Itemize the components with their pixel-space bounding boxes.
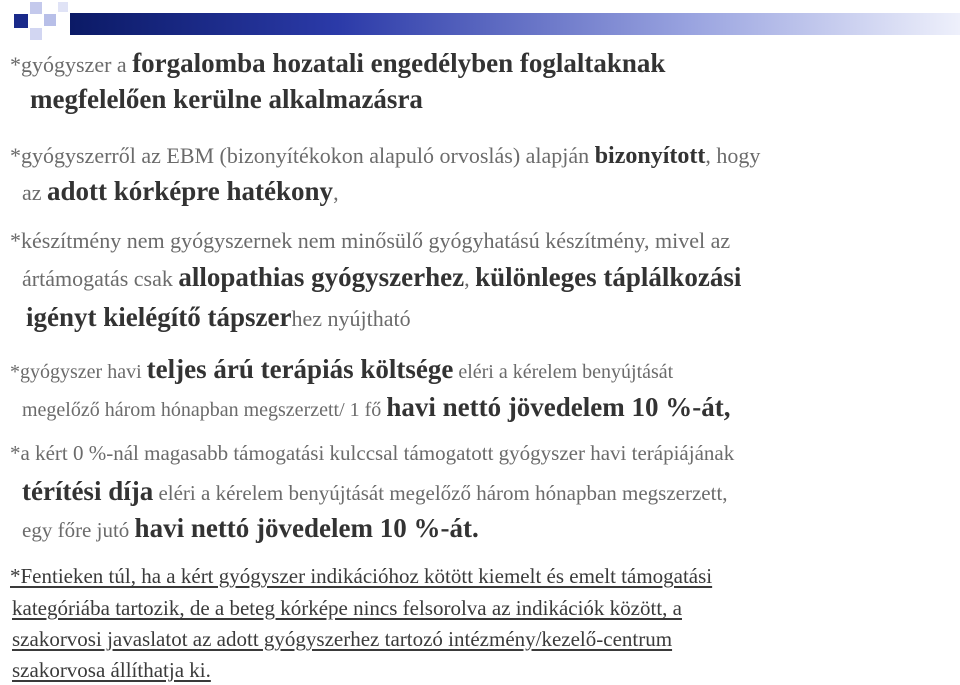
p4-text: *gyógyszer havi xyxy=(10,361,147,383)
p6-line4 xyxy=(12,660,211,681)
p1-emphasis-2: megfelelően kerülne alkalmazásra xyxy=(30,84,423,114)
p6-line3 xyxy=(12,629,672,650)
p6-line2 xyxy=(12,598,682,619)
p5-text-2: eléri a kérelem benyújtását megelőző három hónapban megszerzett, xyxy=(153,481,728,505)
p2-line2 xyxy=(22,178,339,205)
p6-text: *Fentieken túl, ha a kért gyógyszer indikációhoz kötött kiemelt és emelt támogatási xyxy=(10,564,713,588)
p3-line1 xyxy=(10,230,730,252)
p5-emphasis-2: havi nettó jövedelem 10 %-át. xyxy=(134,513,479,543)
p2-emphasis-2: adott kórképre hatékony xyxy=(47,176,334,206)
p6-line1 xyxy=(10,566,712,587)
p3-line3 xyxy=(26,304,411,331)
p3-text-3: , xyxy=(464,266,476,291)
p6-text-2: kategóriába tartozik, de a beteg kórképe nincs felsorolva az indikációk között, a xyxy=(12,596,682,620)
p1-line2 xyxy=(30,86,423,113)
p2-text-3: az xyxy=(22,180,48,205)
p3-emphasis: allopathias gyógyszerhez xyxy=(178,262,465,292)
p3-emphasis-2: különleges táplálkozási xyxy=(475,262,742,292)
p1-line1 xyxy=(10,50,665,77)
p2-text: *gyógyszerről az EBM (bizonyítékokon alapuló orvoslás) alapján xyxy=(10,143,595,168)
p5-line1 xyxy=(10,443,734,464)
p2-line1 xyxy=(10,144,760,168)
p2-text-4: , xyxy=(333,180,339,205)
p5-text-3: egy főre jutó xyxy=(22,518,135,542)
p5-line2 xyxy=(22,478,728,505)
p3-text-4: hez nyújtható xyxy=(291,306,411,331)
p5-emphasis: térítési díja xyxy=(22,476,154,506)
p4-emphasis: teljes árú terápiás költsége xyxy=(146,354,454,384)
p3-line2 xyxy=(22,264,741,291)
p3-text-2: ártámogatás csak xyxy=(22,266,179,291)
p2-emphasis: bizonyított xyxy=(594,143,706,169)
p5-text: *a kért 0 %-nál magasabb támogatási kulccsal támogatott gyógyszer havi terápiájának xyxy=(10,441,735,465)
p3-emphasis-3: igényt kielégítő tápszer xyxy=(26,302,292,332)
p3-text: *készítmény nem gyógyszernek nem minősülő gyógyhatású készítmény, mivel az xyxy=(10,228,731,253)
p4-text-2: eléri a kérelem benyújtását xyxy=(453,361,674,383)
p6-text-4: szakorvosa állíthatja ki. xyxy=(12,658,211,682)
p1-text: *gyógyszer a xyxy=(10,52,133,77)
p4-emphasis-2: havi nettó jövedelem 10 %-át, xyxy=(386,392,731,422)
p5-line3 xyxy=(22,515,479,542)
p4-line1 xyxy=(10,356,673,383)
p6-text-3: szakorvosi javaslatot az adott gyógyszerhez tartozó intézmény/kezelő-centrum xyxy=(12,627,673,651)
p4-line2 xyxy=(22,394,731,421)
p4-text-3: megelőző három hónapban megszerzett/ 1 fő xyxy=(22,399,387,421)
p1-emphasis: forgalomba hozatali engedélyben foglaltaknak xyxy=(132,48,666,78)
p2-text-2: , hogy xyxy=(705,143,761,168)
